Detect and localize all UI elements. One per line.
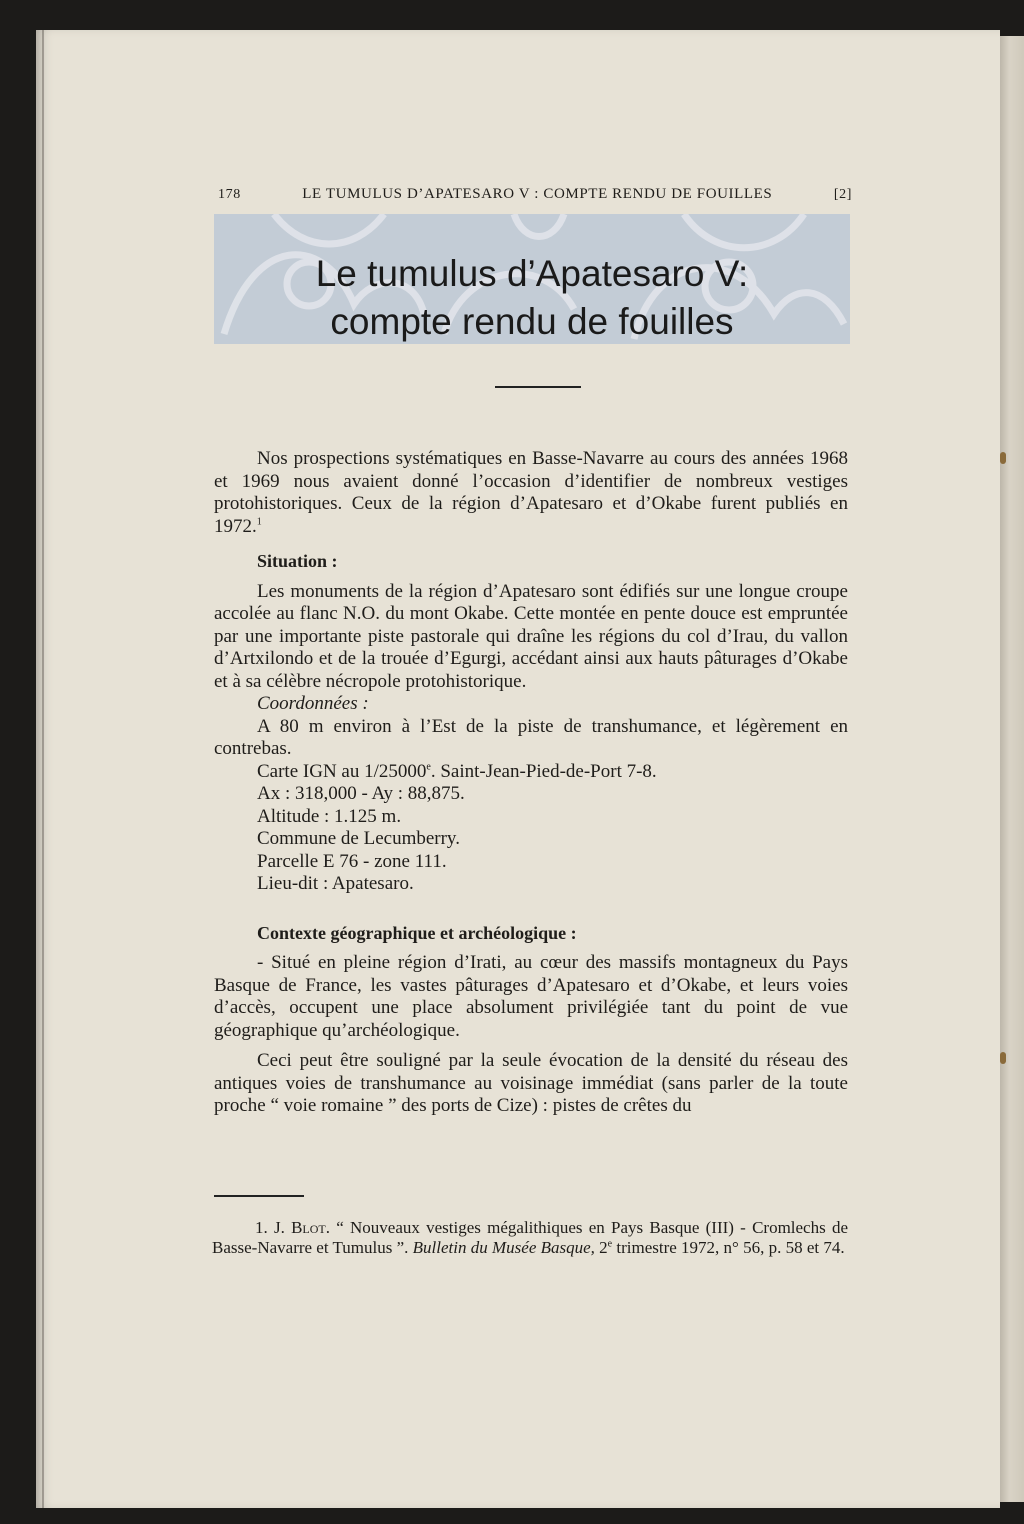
coordonnees-carte [214,761,848,784]
title-line-2: compte rendu de fouilles [330,301,734,342]
situation-heading: Situation : [257,551,338,571]
main-text [214,448,848,1118]
intro-paragraph [214,448,848,538]
book-spine [42,30,44,1508]
intro-text: Nos prospections systématiques en Basse-Navarre au cours des années 1968 et 1969 nous avaient donné l’occasion d’identifier de nombreux vestiges protohistoriques. Ceux de la région d’Apatesaro et d’Okabe furent publiés en 1972. [214,448,848,537]
carte-sup: e [426,761,431,773]
next-page-edge [1000,36,1024,1502]
coordonnees-commune: Commune de Lecumberry. [257,828,460,849]
footnote-rest: trimestre 1972, n° 56, p. 58 et 74. [612,1238,845,1257]
contexte-heading: Contexte géographique et archéologique : [257,922,577,943]
title-line-1: Le tumulus d’Apatesaro V: [315,253,749,294]
section-number: [2] [833,187,852,202]
contexte-paragraph-2: Ceci peut être souligné par la seule évocation de la densité du réseau des antiques voies de transhumance au voisinage immédiat (sans parler de la toute proche “ voie romaine ” des ports de Cize) : pistes de crêtes du [214,1050,848,1116]
coordonnees-lieu-dit: Lieu-dit : Apatesaro. [257,873,414,894]
coordonnees-ax-ay: Ax : 318,000 - Ay : 88,875. [257,783,465,804]
footnote-tri-num: 2 [594,1238,608,1257]
coordonnees-altitude: Altitude : 1.125 m. [257,805,402,827]
running-head [218,186,852,203]
footnote-author: Blot [291,1218,326,1237]
footnote-tri-sup: e [607,1238,613,1250]
footnote-text [212,1218,848,1258]
article-title [214,250,850,346]
footnote-ref: 1 [256,516,262,528]
footnote-number: 1. [255,1218,268,1237]
page-edge-mark [1000,1052,1006,1064]
page-number: 178 [218,187,241,202]
carte-suffix: . Saint-Jean-Pied-de-Port 7-8. [430,760,657,782]
footnote-journal: Bulletin du Musée Basque, [412,1238,595,1257]
coordonnees-parcelle: Parcelle E 76 - zone 111. [257,850,447,872]
title-divider [495,386,581,388]
footnote [212,1218,848,1258]
carte-prefix: Carte IGN au 1/25000 [257,760,427,782]
page-edge-mark [1000,452,1006,464]
coordonnees-location: A 80 m environ à l’Est de la piste de transhumance, et légèrement en contrebas. [214,715,848,759]
running-title: LE TUMULUS D’APATESARO V : COMPTE RENDU DE FOUILLES [302,186,773,202]
contexte-paragraph-1: - Situé en pleine région d’Irati, au cœur des massifs montagneux du Pays Basque de France, les vastes pâturages d’Apatesaro et d’Okabe, et leurs voies d’accès, occupent une place absolument privilégiée tant du point de vue géographique qu’archéologique. [214,952,848,1041]
coordonnees-heading: Coordonnées : [257,693,369,714]
situation-paragraph: Les monuments de la région d’Apatesaro sont édifiés sur une longue croupe accolée au flanc N.O. du mont Okabe. Cette montée en pente douce est empruntée par une importante piste pastorale qui draîne les régions du col d’Irau, du vallon d’Artxilondo et de la trouée d’Egurgi, accédant ainsi aux hauts pâturages d’Okabe et à sa célèbre nécropole protohistorique. [214,580,848,692]
footnote-author-initial: J. [273,1218,285,1237]
footnote-divider [214,1195,304,1197]
footnote-quote: . “ Nouveaux vestiges mégalithiques en Pays Basque (III) - Cromlechs de Basse-Navarre et Tumulus ”. [212,1218,849,1257]
